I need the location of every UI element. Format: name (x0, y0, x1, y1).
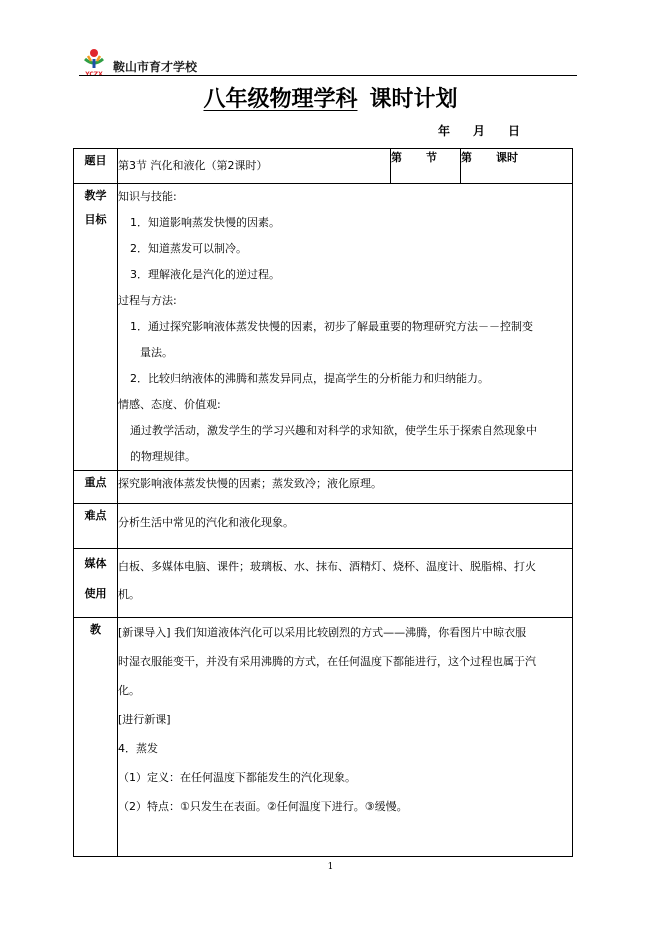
period-cell (461, 149, 573, 184)
new-lesson-marker: [进行新课] (118, 713, 171, 726)
lesson-intro-end: 化。 (118, 684, 140, 697)
key-value: 探究影响液体蒸发快慢的因素；蒸发致冷；液化原理。 (118, 471, 573, 504)
logo-text: YCZX (85, 71, 103, 77)
table-row-media (74, 549, 573, 618)
section-heading: 4．蒸发 (118, 742, 158, 755)
header-divider (79, 75, 577, 76)
process-title: 过程与方法: (118, 294, 177, 307)
page-number: 1 (327, 862, 334, 872)
media-value: 白板、多媒体电脑、课件；玻璃板、水、抹布、酒精灯、烧杯、温度计、脱脂棉、打火 (118, 560, 536, 573)
goals-label-line1: 教学 (84, 189, 107, 202)
evaporation-features: （2）特点：①只发生在表面。②任何温度下进行。③缓慢。 (118, 800, 408, 813)
difficulty-value: 分析生活中常见的汽化和液化现象。 (118, 504, 573, 549)
topic-value: 第3节 汽化和液化（第2课时） (118, 149, 391, 184)
media-content (118, 549, 573, 618)
topic-label: 题目 (74, 149, 118, 184)
goals-label-line2: 目标 (84, 213, 107, 226)
lesson-intro: [新课导入] 我们知道液体汽化可以采用比较剧烈的方式——沸腾，你看图片中晾衣服 (118, 626, 527, 639)
media-label-line1: 媒体 (84, 557, 107, 570)
lesson-intro-continued: 时湿衣服能变干，并没有采用沸腾的方式，在任何温度下都能进行，这个过程也属于汽 (118, 655, 536, 668)
emotion-title: 情感、态度、价值观: (118, 398, 221, 411)
process-item: 1．通过探究影响液体蒸发快慢的因素，初步了解最重要的物理研究方法－－控制变 (130, 320, 533, 333)
process-item: 2．比较归纳液体的沸腾和蒸发异同点，提高学生的分析能力和归纳能力。 (130, 372, 489, 385)
goals-content (118, 184, 573, 471)
title-plan: 课时计划 (369, 86, 458, 112)
emotion-text-continued: 的物理规律。 (130, 450, 196, 463)
school-name: 鞍山市育才学校 (113, 60, 198, 74)
emotion-text: 通过教学活动，激发学生的学习兴趣和对科学的求知欲，使学生乐于探索自然现象中 (130, 424, 537, 437)
knowledge-item: 3．理解液化是汽化的逆过程。 (130, 268, 280, 281)
table-row-goals (74, 184, 573, 471)
section-suffix: 节 (426, 151, 437, 164)
date-line (438, 122, 520, 139)
teaching-label: 教 (74, 618, 118, 857)
period-prefix: 第 (461, 151, 472, 164)
title-subject: 八年级物理学科 (203, 86, 358, 112)
evaporation-definition: （1）定义：在任何温度下都能发生的汽化现象。 (118, 771, 356, 784)
school-logo (79, 47, 109, 77)
process-item-continued: 量法。 (140, 346, 173, 359)
section-prefix: 第 (391, 151, 402, 164)
media-label (74, 549, 118, 618)
teaching-content (118, 618, 573, 857)
knowledge-item: 1．知道影响蒸发快慢的因素。 (130, 216, 280, 229)
lesson-plan-table (73, 148, 573, 857)
media-label-line2: 使用 (84, 587, 107, 600)
table-row-key-points (74, 471, 573, 504)
date-year: 年 (438, 124, 451, 138)
period-suffix: 课时 (496, 151, 518, 164)
table-row-topic (74, 149, 573, 184)
date-month: 月 (473, 124, 486, 138)
knowledge-item: 2．知道蒸发可以制冷。 (130, 242, 247, 255)
table-row-difficulty (74, 504, 573, 549)
document-title (0, 82, 661, 113)
knowledge-title: 知识与技能: (118, 190, 177, 203)
media-value-continued: 机。 (118, 588, 140, 601)
goals-label (74, 184, 118, 471)
section-cell (391, 149, 461, 184)
table-row-teaching (74, 618, 573, 857)
difficulty-label: 难点 (74, 504, 118, 549)
key-label: 重点 (74, 471, 118, 504)
date-day: 日 (508, 124, 521, 138)
